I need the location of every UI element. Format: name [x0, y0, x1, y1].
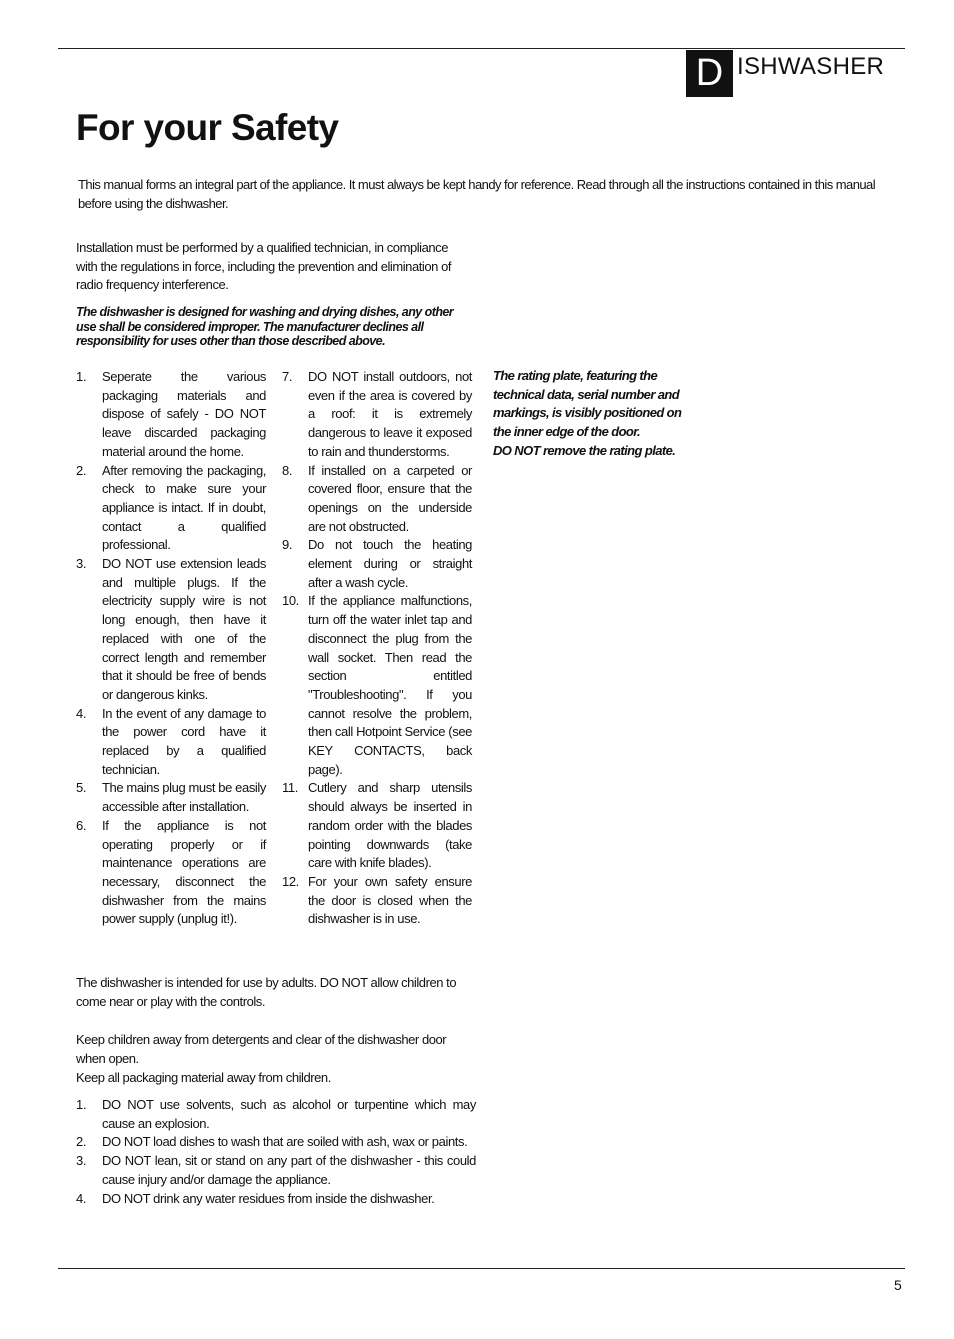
rating-plate-description: The rating plate, featuring the technical data, serial number and markings, is visibly positioned on the inner edge of the door. — [493, 368, 682, 440]
header-rule — [58, 48, 905, 49]
item-number: 2. — [76, 1134, 87, 1150]
item-number: 1. — [76, 1097, 87, 1112]
item-text: Seperate the various packaging materials and dispose of safely - DO NOT leave discarded packaging material around the home. — [102, 369, 266, 459]
item-number: 3. — [76, 556, 87, 572]
item-text: After removing the packaging, check to make sure your appliance is intact. If in doubt, contact a qualified professional. — [102, 462, 266, 553]
item-text: DO NOT use solvents, such as alcohol or turpentine which may cause an explosion. — [102, 1097, 476, 1131]
item-text: DO NOT load dishes to wash that are soiled with ash, wax or paints. — [102, 1134, 468, 1150]
children-paragraph — [76, 1030, 476, 1087]
item-number: 9. — [282, 537, 293, 553]
item-text: Do not touch the heating element during or straight after a wash cycle. — [308, 537, 472, 590]
item-number: 11. — [282, 780, 298, 796]
footer-rule — [58, 1268, 905, 1269]
item-text: If installed on a carpeted or covered floor, ensure that the openings on the underside are not obstructed. — [308, 462, 472, 534]
rating-plate-note — [493, 367, 693, 461]
list-item — [76, 462, 266, 556]
list-item — [76, 1152, 476, 1189]
section-header — [686, 50, 884, 97]
list-item — [76, 555, 266, 705]
item-text: If the appliance malfunctions, turn off the water inlet tap and disconnect the plug from the wall socket. Then read the section entitled "Troubleshooting". If you cannot resolve the problem, then call Hotpoint Service (see KEY CONTACTS, back page). — [308, 593, 472, 777]
item-number: 8. — [282, 462, 293, 478]
adults-paragraph: The dishwasher is intended for use by adults. DO NOT allow children to come near or play with the controls. — [76, 975, 457, 1009]
item-number: 2. — [76, 462, 87, 478]
item-text: DO NOT lean, sit or stand on any part of the dishwasher - this could cause injury and/or damage the appliance. — [102, 1153, 476, 1187]
children-line: Keep children away from detergents and clear of the dishwasher door when open. — [76, 1032, 447, 1066]
item-text: The mains plug must be easily accessible after installation. — [102, 780, 266, 815]
list-item — [76, 779, 266, 816]
usage-warnings-list — [76, 1096, 476, 1208]
item-text: In the event of any damage to the power cord have it replaced by a qualified technician. — [102, 705, 266, 777]
installation-paragraph: Installation must be performed by a qualified technician, in compliance with the regulations in force, including the prevention and elimination of radio frequency interference. — [76, 240, 452, 292]
list-item — [76, 705, 266, 780]
list-item — [76, 817, 266, 929]
intended-use-warning: The dishwasher is designed for washing and drying dishes, any other use shall be considered improper. The manufacturer declines all responsibility for uses other than those described above. — [76, 305, 454, 348]
section-word: ISHWASHER — [737, 53, 885, 80]
list-item — [282, 368, 472, 462]
item-text: If the appliance is not operating properly or if maintenance operations are necessary, disconnect the dishwasher from the mains power supply (unplug it!). — [102, 817, 266, 927]
item-text: DO NOT install outdoors, not even if the area is covered by a roof: it is extremely dangerous to leave it exposed to rain and thunderstorms. — [308, 369, 472, 459]
list-item — [282, 592, 472, 779]
item-number: 3. — [76, 1153, 87, 1169]
safety-list-column-2 — [282, 368, 472, 929]
list-item — [282, 873, 472, 929]
item-text: DO NOT drink any water residues from inside the dishwasher. — [102, 1190, 435, 1206]
item-text: DO NOT use extension leads and multiple plugs. If the electricity supply wire is not long enough, then have it replaced with one of the correct length and remember that it should be free of bends or dangerous kinks. — [102, 556, 266, 702]
item-number: 5. — [76, 780, 87, 796]
item-number: 6. — [76, 817, 87, 833]
page-number: 5 — [894, 1277, 902, 1293]
item-number: 12. — [282, 873, 299, 889]
page-title: For your Safety — [76, 107, 339, 148]
list-item — [76, 1133, 476, 1152]
item-number: 4. — [76, 705, 87, 721]
list-item — [282, 536, 472, 592]
item-number: 7. — [282, 369, 293, 384]
section-initial: D — [686, 50, 733, 97]
item-text: For your own safety ensure the door is closed when the dishwasher is in use. — [308, 873, 472, 927]
list-item — [282, 779, 472, 873]
rating-plate-warning: DO NOT remove the rating plate. — [493, 442, 676, 458]
item-number: 4. — [76, 1190, 87, 1206]
list-item — [76, 1096, 476, 1133]
intro-paragraph: This manual forms an integral part of the appliance. It must always be kept handy for reference. Read through all the instructions contained in this manual before using the dishwasher. — [78, 177, 876, 211]
item-number: 1. — [76, 369, 87, 384]
safety-list-column-1 — [76, 368, 266, 929]
list-item — [76, 368, 266, 462]
list-item — [282, 462, 472, 537]
item-text: Cutlery and sharp utensils should always be inserted in random order with the blades pointing downwards (take care with knife blades). — [308, 780, 472, 871]
children-line: Keep all packaging material away from children. — [76, 1070, 331, 1085]
item-number: 10. — [282, 593, 299, 609]
list-item — [76, 1190, 476, 1209]
